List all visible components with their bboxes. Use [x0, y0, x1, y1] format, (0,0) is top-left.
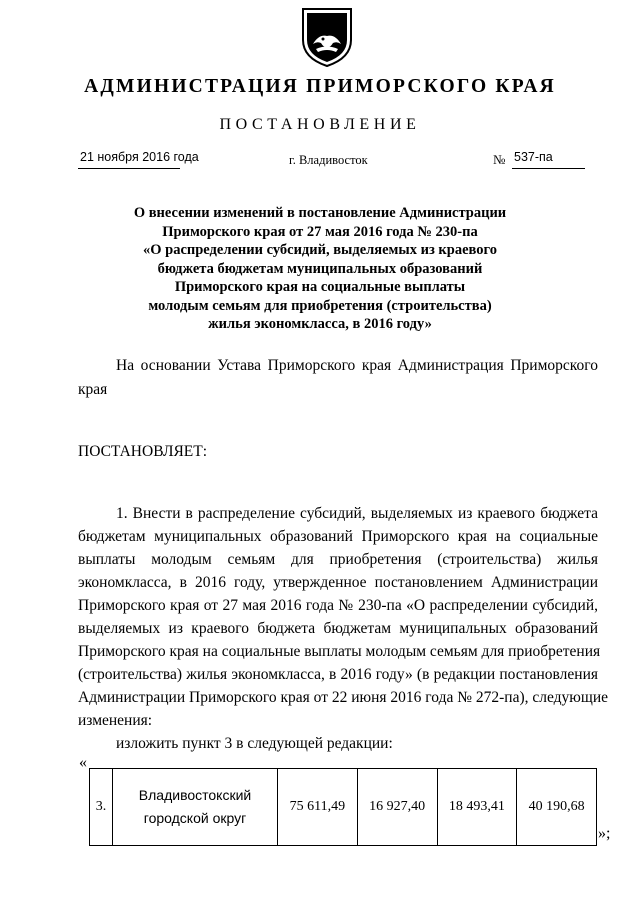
table-row	[90, 769, 597, 846]
document-date: 21 ноября 2016 года	[80, 150, 199, 164]
basis-line-2: края	[78, 381, 108, 398]
title-line: бюджета бюджетам муниципальных образований	[157, 260, 483, 277]
row-value-3: 18 493,41	[437, 769, 517, 846]
row-value-2: 16 927,40	[357, 769, 437, 846]
title-line: Приморского края на социальные выплаты	[174, 279, 466, 295]
quote-open: «	[79, 754, 87, 771]
item1-line: изменения:	[78, 712, 153, 729]
date-underline	[78, 168, 180, 169]
basis-line-1: На основании Устава Приморского края Администрация Приморского	[116, 357, 598, 374]
document-title	[0, 204, 640, 334]
title-line: Приморского края от 27 мая 2016 года № 230-па	[162, 223, 478, 240]
row-name	[113, 769, 278, 846]
number-underline	[512, 168, 585, 169]
title-line: «О распределении субсидий, выделяемых из краевого	[142, 242, 497, 258]
item1-line: Приморского края на социальные выплаты молодым семьям для приобретения	[78, 643, 601, 660]
coat-of-arms-emblem	[297, 6, 357, 68]
document-city: г. Владивосток	[289, 153, 368, 167]
title-line: молодым семьям для приобретения (строительства)	[148, 297, 492, 314]
document-type: ПОСТАНОВЛЕНИЕ	[219, 116, 421, 133]
subitem-text: изложить пункт 3 в следующей редакции:	[116, 735, 393, 752]
row-value-1: 75 611,49	[278, 769, 358, 846]
item1-line: Приморского края от 27 мая 2016 года № 230-па «О распределении субсидий,	[78, 597, 598, 614]
row-value-4: 40 190,68	[517, 769, 597, 846]
item1-line: экономкласса, в 2016 году, утвержденное постановлением Администрации	[78, 574, 598, 591]
row-name-line-2: городской округ	[143, 810, 247, 826]
resolves-heading: ПОСТАНОВЛЯЕТ:	[78, 443, 208, 460]
row-number: 3.	[90, 769, 113, 846]
title-line: О внесении изменений в постановление Администрации	[133, 205, 507, 221]
item1-line: выплаты молодым семьям для приобретения (строительства) жилья	[78, 551, 598, 568]
distribution-table	[89, 768, 597, 846]
organization-title: АДМИНИСТРАЦИЯ ПРИМОРСКОГО КРАЯ	[84, 76, 556, 97]
item1-line: выделяемых из краевого бюджета бюджетам муниципальных образований	[78, 620, 598, 637]
quote-close: »;	[598, 825, 611, 842]
title-line: жилья экономкласса, в 2016 году»	[208, 316, 432, 332]
row-name-line-1: Владивостокский	[138, 787, 252, 803]
item1-line: 1. Внести в распределение субсидий, выделяемых из краевого бюджета	[116, 505, 598, 522]
document-number: 537-па	[514, 150, 553, 164]
item1-line: (строительства) жилья экономкласса, в 2016 году» (в редакции постановления	[78, 666, 598, 683]
number-label: №	[493, 152, 506, 167]
item1-line: Администрации Приморского края от 22 июня 2016 года № 272-па), следующие	[78, 689, 608, 706]
item1-line: бюджетам муниципальных образований Приморского края на социальные	[78, 528, 598, 545]
